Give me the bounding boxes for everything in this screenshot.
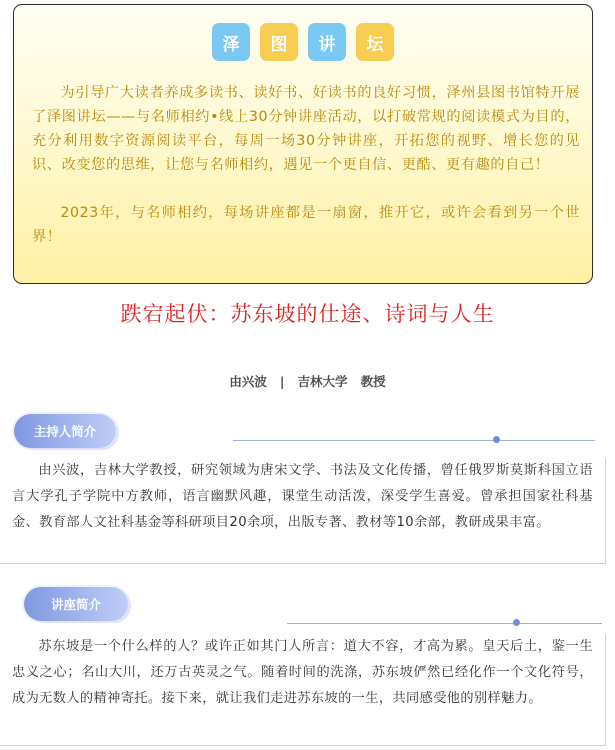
host-intro-header bbox=[14, 414, 116, 448]
lecture-title: 跌宕起伏：苏东坡的仕途、诗词与人生 bbox=[120, 302, 495, 326]
intro-panel bbox=[13, 4, 593, 284]
lecture-intro-label: 讲座简介 bbox=[50, 597, 101, 612]
host-intro-label: 主持人简介 bbox=[33, 424, 97, 439]
intro-paragraph-1: 为引导广大读者养成多读书、读好书、好读书的良好习惯，泽州县图书馆特开展了泽图讲坛——与名师相约•线上30分钟讲座活动，以打破常规的阅读模式为目的，充分利用数字资源阅读平台，每周一场30分钟讲座，开拓您的视野、增长您的见识、改变您的思维，让您与名师相约，遇见一个更自信、更酷、更有趣的自己！ bbox=[32, 85, 580, 173]
lecture-intro-card bbox=[0, 634, 606, 746]
divider-dot bbox=[513, 619, 520, 626]
divider-line bbox=[287, 623, 602, 624]
badge-tan: 坛 bbox=[356, 23, 394, 61]
speaker-info: 由兴波 | 吉林大学 教授 bbox=[229, 374, 386, 389]
host-intro-text: 由兴波，吉林大学教授，研究领域为唐宋文学、书法及文化传播，曾任俄罗斯莫斯科国立语言大学孔子学院中方教师，语言幽默风趣，课堂生动活泼，深受学生喜爱。曾承担国家社科基金、教育部人文社科基金等科研项目20余项，出版专著、教材等10余部，教研成果丰富。 bbox=[12, 463, 593, 530]
lecture-intro-text: 苏东坡是一个什么样的人？或许正如其门人所言：道大不容，才高为累。皇天后土，鉴一生忠义之心；名山大川，还万古英灵之气。随着时间的洗涤，苏东坡俨然已经化作一个文化符号，成为无数人的精神寄托。接下来，就让我们走进苏东坡的一生，共同感受他的别样魅力。 bbox=[12, 639, 593, 706]
badge-ze: 泽 bbox=[212, 23, 250, 61]
badge-tu: 图 bbox=[260, 23, 298, 61]
lecture-intro-header bbox=[24, 587, 128, 621]
badge-jiang: 讲 bbox=[308, 23, 346, 61]
forum-title-badges bbox=[14, 23, 592, 61]
intro-paragraph-2: 2023年，与名师相约，每场讲座都是一扇窗，推开它，或许会看到另一个世界！ bbox=[32, 205, 580, 245]
divider-dot bbox=[493, 436, 500, 443]
host-intro-card bbox=[0, 458, 606, 564]
divider-line bbox=[233, 440, 595, 441]
